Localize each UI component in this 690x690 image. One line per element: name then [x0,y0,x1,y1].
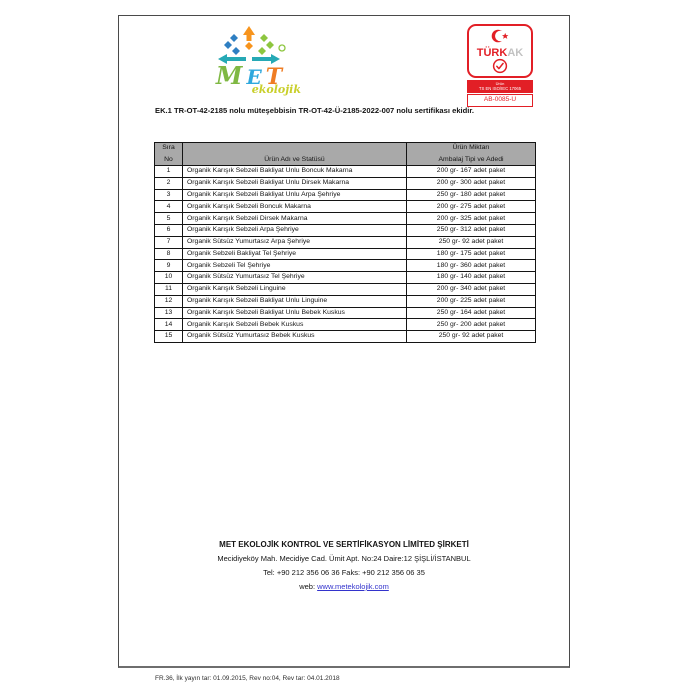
row-no: 15 [155,331,183,343]
header-sira-no [155,143,183,166]
table-row [155,283,536,295]
turkak-scope: Ürün [495,81,505,87]
web-label: web: [299,582,316,591]
header-urun-adi-label: Ürün Adı ve Statüsü [264,155,325,163]
met-ekolojik-logo [171,26,327,95]
row-no: 13 [155,307,183,319]
table-row [155,331,536,343]
company-name: MET EKOLOJİK KONTROL VE SERTİFİKASYON LİMİTED ŞİRKETİ [219,540,469,549]
row-no: 9 [155,260,183,272]
products-table-wrap [154,142,536,343]
row-no: 14 [155,319,183,331]
company-web-line [119,582,569,591]
row-no: 11 [155,283,183,295]
row-quantity: 250 gr- 164 adet paket [407,307,536,319]
met-letter-e: E [246,65,262,89]
row-quantity: 200 gr- 167 adet paket [407,166,536,178]
row-quantity: 180 gr- 175 adet paket [407,248,536,260]
turkak-logo-box [467,24,533,78]
row-product-name: Organik Karışık Sebzeli Bakliyat Unlu Bebek Kuskus [183,307,407,319]
turkak-standard-band [467,80,533,93]
row-no: 10 [155,272,183,284]
turkak-word-turk: TÜRK [476,47,508,59]
row-no: 3 [155,189,183,201]
row-no: 2 [155,177,183,189]
table-row [155,189,536,201]
annex-title: EK.1 TR-OT-42-2185 nolu müteşebbisin TR-OT-42-Ü-2185-2022-007 nolu sertifikası ekidir. [155,106,475,115]
turkak-accreditation-logo [467,24,533,107]
row-quantity: 200 gr- 275 adet paket [407,201,536,213]
row-product-name: Organik Karışık Sebzeli Bakliyat Unlu Boncuk Makarna [183,166,407,178]
row-quantity: 250 gr- 92 adet paket [407,331,536,343]
row-no: 6 [155,224,183,236]
row-no: 7 [155,236,183,248]
company-footer [119,540,569,591]
row-product-name: Organik Sütsüz Yumurtasız Bebek Kuskus [183,331,407,343]
header-sira: Sıra [162,144,175,151]
header-urun-miktari [407,143,536,166]
checkmark-circle-icon [492,58,508,74]
row-no: 8 [155,248,183,260]
form-revision-footer: FR.36, İlk yayın tar: 01.09.2015, Rev no:04, Rev tar: 04.01.2018 [155,675,340,682]
row-quantity: 200 gr- 325 adet paket [407,213,536,225]
row-quantity: 180 gr- 360 adet paket [407,260,536,272]
products-table [154,142,536,343]
row-product-name: Organik Sütsüz Yumurtasız Arpa Şehriye [183,236,407,248]
row-product-name: Organik Karışık Sebzeli Boncuk Makarna [183,201,407,213]
turkak-standard: TS EN ISO/IEC 17065 [478,86,522,92]
table-row [155,307,536,319]
table-row [155,177,536,189]
header-urun-miktari-line2: Ambalaj Tipi ve Adedi [438,155,504,163]
met-letter-m: M [215,61,243,90]
row-no: 5 [155,213,183,225]
crescent-star-icon [487,29,513,43]
certificate-page [118,15,570,668]
row-product-name: Organik Karışık Sebzeli Arpa Şehriye [183,224,407,236]
row-no: 1 [155,166,183,178]
row-quantity: 250 gr- 92 adet paket [407,236,536,248]
row-quantity: 250 gr- 200 adet paket [407,319,536,331]
table-row [155,201,536,213]
row-product-name: Organik Karışık Sebzeli Bakliyat Unlu Dirsek Makarna [183,177,407,189]
row-no: 4 [155,201,183,213]
website-link[interactable]: www.metekolojik.com [317,582,389,591]
row-product-name: Organik Karışık Sebzeli Bakliyat Unlu Linguine [183,295,407,307]
table-row [155,236,536,248]
table-row [155,260,536,272]
row-quantity: 200 gr- 225 adet paket [407,295,536,307]
row-quantity: 180 gr- 140 adet paket [407,272,536,284]
table-row [155,295,536,307]
row-product-name: Organik Karışık Sebzeli Bakliyat Unlu Arpa Şehriye [183,189,407,201]
header-no: No [164,155,173,163]
row-product-name: Organik Sebzeli Bakliyat Tel Şehriye [183,248,407,260]
row-quantity: 200 gr- 300 adet paket [407,177,536,189]
row-product-name: Organik Sebzeli Tel Şehriye [183,260,407,272]
product-table-body [155,166,536,343]
company-phones: Tel: +90 212 356 06 36 Faks: +90 212 356 06 35 [263,568,425,577]
row-product-name: Organik Sütsüz Yumurtasız Tel Şehriye [183,272,407,284]
table-row [155,272,536,284]
turkak-wordmark [469,48,531,58]
company-address: Mecidiyeköy Mah. Mecidiye Cad. Ümit Apt. No:24 Daire:12 ŞİŞLİ/İSTANBUL [217,554,471,563]
turkak-word-ak: AK [507,47,524,59]
row-quantity: 250 gr- 312 adet paket [407,224,536,236]
header-urun-miktari-line1: Ürün Miktarı [452,144,490,151]
met-letter-t: T [265,64,283,90]
turkak-accreditation-number: AB-0085-U [467,94,533,107]
row-quantity: 250 gr- 180 adet paket [407,189,536,201]
table-header-row [155,143,536,166]
met-logo-subtitle: ekolojik [251,83,301,96]
header-urun-adi [183,143,407,166]
row-no: 12 [155,295,183,307]
table-row [155,319,536,331]
table-row [155,224,536,236]
table-row [155,213,536,225]
row-product-name: Organik Karışık Sebzeli Linguine [183,283,407,295]
table-row [155,248,536,260]
table-row [155,166,536,178]
row-product-name: Organik Karışık Sebzeli Bebek Kuskus [183,319,407,331]
row-product-name: Organik Karışık Sebzeli Dirsek Makarna [183,213,407,225]
row-quantity: 200 gr- 340 adet paket [407,283,536,295]
